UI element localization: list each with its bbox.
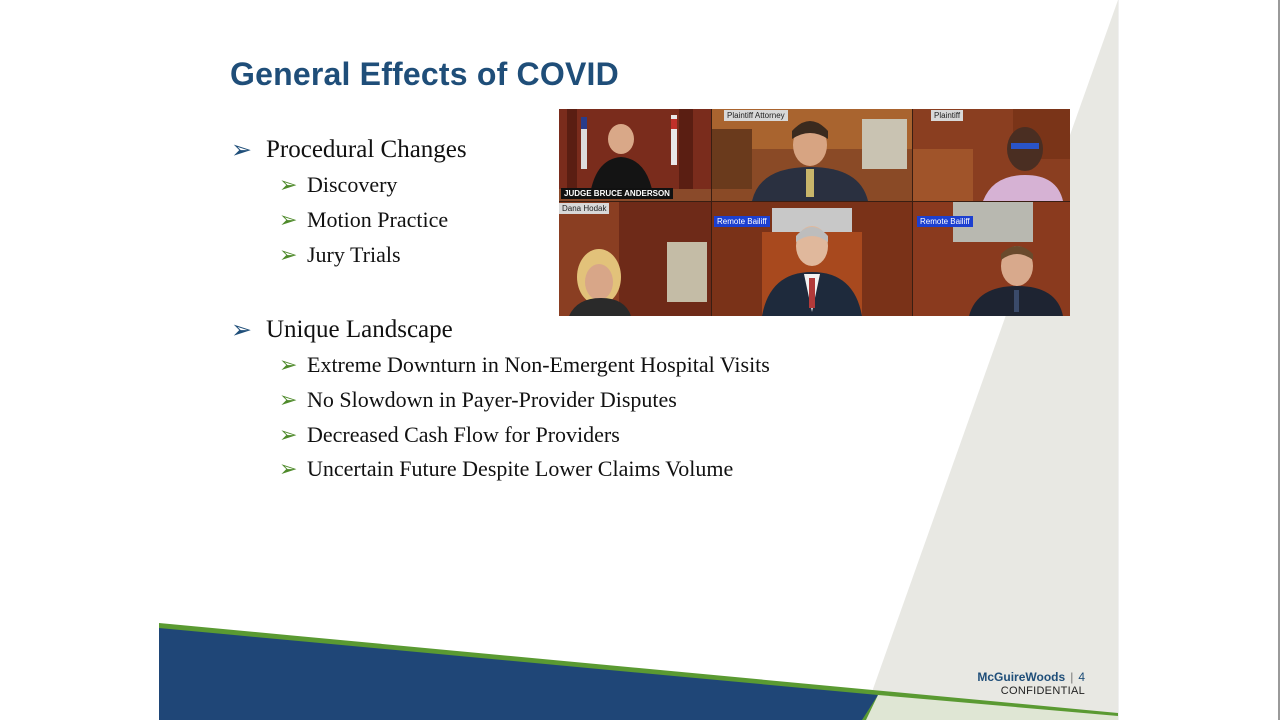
arrow-bullet-icon: ➢ bbox=[279, 352, 298, 377]
arrow-bullet-icon: ➢ bbox=[231, 317, 252, 344]
virtual-courtroom-image bbox=[559, 109, 1070, 316]
bullet-unique-landscape bbox=[231, 315, 453, 345]
video-tile-caption: Dana Hodak bbox=[559, 203, 609, 214]
page-number: 4 bbox=[1078, 670, 1085, 684]
video-tile-plaintiff-attorney bbox=[712, 109, 912, 201]
video-tile-bottom-left bbox=[559, 202, 711, 316]
bullet-label: Unique Landscape bbox=[266, 316, 453, 343]
sub-bullet-label: Jury Trials bbox=[307, 242, 401, 267]
sub-bullet-discovery bbox=[279, 172, 397, 198]
video-tile-caption: Plaintiff Attorney bbox=[724, 110, 788, 121]
sub-bullet-label: No Slowdown in Payer-Provider Disputes bbox=[307, 387, 677, 412]
arrow-bullet-icon: ➢ bbox=[279, 172, 298, 197]
sub-bullet-no-slowdown bbox=[279, 387, 677, 413]
video-tile-plaintiff bbox=[913, 109, 1070, 201]
video-tile-judge bbox=[559, 109, 711, 201]
sub-bullet-label: Discovery bbox=[307, 172, 398, 197]
footer-separator: | bbox=[1070, 670, 1074, 684]
brand-name: McGuireWoods bbox=[977, 670, 1066, 684]
video-tile-bailiff-2 bbox=[913, 202, 1070, 316]
video-tile-caption: Remote Bailiff bbox=[714, 216, 770, 227]
sub-bullet-label: Uncertain Future Despite Lower Claims Volume bbox=[307, 456, 734, 481]
sub-bullet-motion-practice bbox=[279, 207, 448, 233]
arrow-bullet-icon: ➢ bbox=[279, 422, 298, 447]
navy-footer-band bbox=[159, 628, 878, 720]
arrow-bullet-icon: ➢ bbox=[231, 137, 252, 164]
arrow-bullet-icon: ➢ bbox=[279, 456, 298, 481]
sub-bullet-uncertain-future bbox=[279, 456, 733, 482]
sub-bullet-label: Decreased Cash Flow for Providers bbox=[307, 422, 620, 447]
video-tile-caption: Plaintiff bbox=[931, 110, 963, 121]
sub-bullet-extreme-downturn bbox=[279, 352, 770, 378]
sub-bullet-label: Extreme Downturn in Non-Emergent Hospital Visits bbox=[307, 352, 770, 377]
slide-title: General Effects of COVID bbox=[230, 56, 619, 92]
bullet-procedural-changes bbox=[231, 135, 467, 165]
video-tile-caption: JUDGE BRUCE ANDERSON bbox=[561, 188, 673, 199]
sub-bullet-decreased-cash-flow bbox=[279, 422, 620, 448]
video-tile-bailiff-1 bbox=[712, 202, 912, 316]
footer-brand bbox=[977, 670, 1085, 684]
arrow-bullet-icon: ➢ bbox=[279, 387, 298, 412]
video-tile-caption: Remote Bailiff bbox=[917, 216, 973, 227]
arrow-bullet-icon: ➢ bbox=[279, 242, 298, 267]
gray-side-panel bbox=[862, 0, 1118, 720]
sub-bullet-jury-trials bbox=[279, 242, 401, 268]
bullet-label: Procedural Changes bbox=[266, 136, 467, 163]
confidential-label: CONFIDENTIAL bbox=[1000, 685, 1085, 697]
arrow-bullet-icon: ➢ bbox=[279, 207, 298, 232]
sub-bullet-label: Motion Practice bbox=[307, 207, 449, 232]
slide-right-margin bbox=[1118, 0, 1280, 720]
